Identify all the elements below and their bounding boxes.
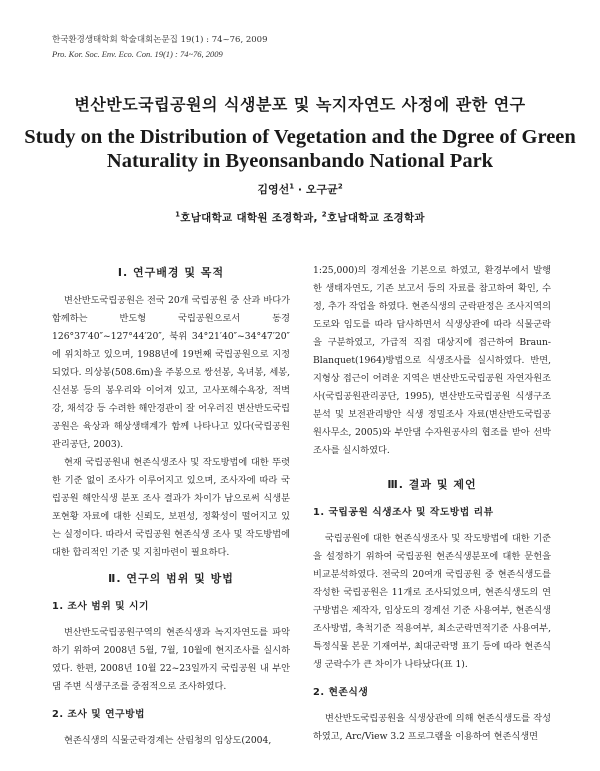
methods-continued-paragraph: 1:25,000)의 경계선을 기본으로 하였고, 환경부에서 발행한 생태자연도, 기존 보고서 등의 자료를 참고하여 확인, 수정, 추가 작업을 하였다. 현존식생의 군락판정은 조사지역의 도로와 임도를 따라 답사하면서 식생상관에 따라 식물군락을 구분하였고, 가급적 직접 대상지에 접근하여 Braun-Blanquet(1964)방법으로 식생조사를 실시하였다. 반면, 지형상 접근이 어려운 지역은 변산반도국립공원 자연자원조사(국립공원관리공단, 1995), 변산반도국립공원 식생구조분석 및 보전관리방안 식생 정밀조사 자료(변산반도국립공원사무소, 2005)와 부안댐 수자원공사의 협조를 받아 선박조사를 실시하였다. <box>313 265 551 456</box>
title-english <box>0 125 600 173</box>
affiliation-1-superscript: 1 <box>175 210 181 219</box>
subsection-3-2-paragraph: 변산반도국립공원을 식생상관에 의해 현존식생도를 작성하였고, Arc/View 3.2 프로그램을 이용하여 현존식생면 <box>313 713 551 742</box>
left-column <box>52 262 290 750</box>
author-1-superscript: 1 <box>289 182 295 191</box>
section-1-heading: Ⅰ. 연구배경 및 목적 <box>117 266 225 279</box>
journal-header <box>52 33 267 61</box>
subsection-2-2-paragraph: 현존식생의 식물군락경계는 산림청의 임상도(2004, <box>64 735 272 746</box>
journal-citation-korean: 한국환경생태학회 학술대회논문집 19(1) : 74~76, 2009 <box>52 35 268 45</box>
subsection-2-1-heading: 1. 조사 범위 및 시기 <box>52 601 149 612</box>
author-2-name: 오구균 <box>305 183 338 196</box>
subsection-2-1-paragraph: 변산반도국립공원구역의 현존식생과 녹지자연도를 파악하기 위하여 2008년 5월, 7월, 10월에 현지조사를 실시하였다. 한편, 2008년 10월 22~23일까지 국립공원 내 부안댐 주변 식생구조를 중점적으로 조사하였다. <box>52 627 290 692</box>
author-separator: · <box>294 183 306 196</box>
section-1-paragraph-1: 변산반도국립공원은 전국 20개 국립공원 중 산과 바다가 함께하는 반도형 국립공원으로서 동경 126°37′40″~127°44′20″, 북위 34°21′40″~34°47′20″에 위치하고 있으며, 1988년에 19번째 국립공원으로 지정되었다. 의상봉(508.6m)을 주봉으로 쌍선봉, 옥녀봉, 세봉, 신선봉 등의 봉우리와 이어져 있고, 고사포해수욕장, 적벽강, 채석강 등 수려한 해안경관이 잘 어우러진 변산반도국립공원은 육상과 해상생태계가 함께 나타나고 있다(국립공원관리공단, 2003). <box>52 295 290 450</box>
title-korean: 변산반도국립공원의 식생분포 및 녹지자연도 사정에 관한 연구 <box>74 95 526 114</box>
affiliation-1: 호남대학교 대학원 조경학과, <box>180 212 322 224</box>
affiliation-2: 호남대학교 조경학과 <box>326 212 425 224</box>
title-english-line2: Naturality in Byeonsanbando National Park <box>106 150 494 172</box>
subsection-2-2-heading: 2. 조사 및 연구방법 <box>52 709 146 720</box>
subsection-3-2-heading: 2. 현존식생 <box>313 687 369 698</box>
author-1-name: 김영선 <box>257 183 290 196</box>
subsection-3-1-paragraph: 국립공원에 대한 현존식생조사 및 작도방법에 대한 기준을 설정하기 위하여 국립공원 현존식생분포에 대한 문헌을 비교분석하였다. 전국의 20여개 국립공원 중 현존식생도를 작성한 국립공원은 11개로 조사되었으며, 현존식생도의 연구방법은 제작자, 임상도의 경계선 기준 사용여부, 현존식생 조사방법, 축척기준 적용여부, 최소군락면적기준 사용여부, 특정식물 본문 기재여부, 최대군락명 표기 등에 따라 현존식생 군락수가 큰 차이가 나타났다(표 1). <box>313 533 551 670</box>
authors <box>0 181 600 197</box>
title-english-line1: Study on the Distribution of Vegetation and the Dgree of Green <box>24 126 576 148</box>
section-1-paragraph-2: 현재 국립공원내 현존식생조사 및 작도방법에 대한 뚜렷한 기준 없이 조사가 이루어지고 있으며, 조사자에 따라 국립공원 해안식생 분포 조사 결과가 차이가 남으로써 식생분포현황 자료에 대한 신뢰도, 보편성, 정확성이 떨어지고 있는 실정이다. 따라서 국립공원 현존식생 조사 및 작도방법에 대한 합리적인 기준 및 지침마련이 필요하다. <box>52 457 290 558</box>
affiliation-2-superscript: 2 <box>321 210 327 219</box>
author-2-superscript: 2 <box>337 182 343 191</box>
section-2-heading: Ⅱ. 연구의 범위 및 방법 <box>108 572 234 585</box>
section-3-heading: Ⅲ. 결과 및 제언 <box>387 478 477 491</box>
journal-citation-english: Pro. Kor. Soc. Env. Eco. Con. 19(1) : 74~76, 2009 <box>52 49 223 59</box>
affiliations <box>0 210 600 225</box>
subsection-3-1-heading: 1. 국립공원 식생조사 및 작도방법 리뷰 <box>313 507 494 518</box>
right-column <box>313 262 551 746</box>
